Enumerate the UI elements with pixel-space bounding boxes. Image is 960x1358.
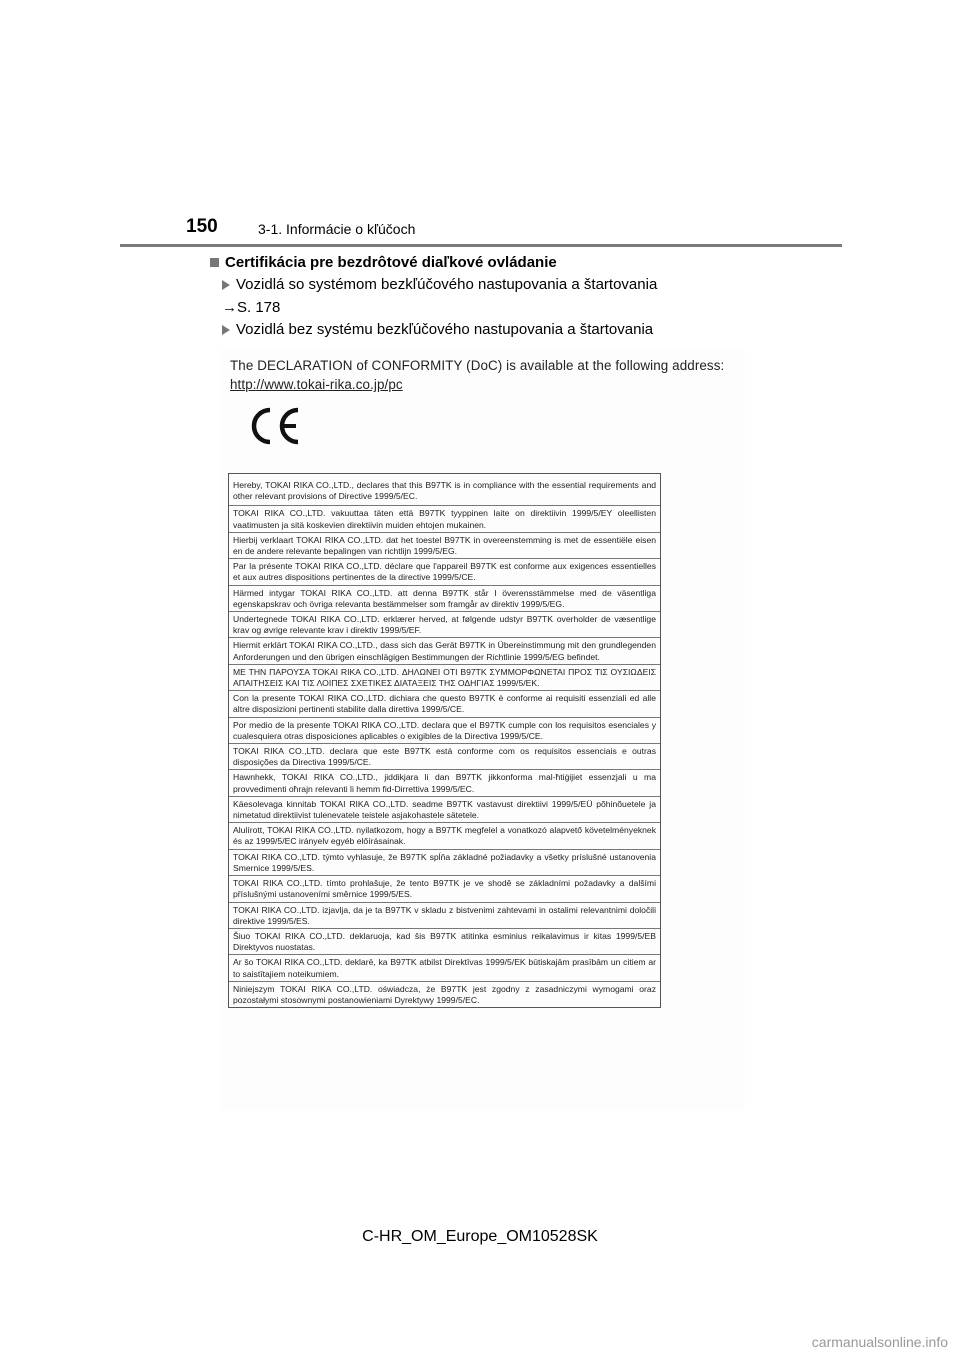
declaration-row: Hawnhekk, TOKAI RIKA CO.,LTD., jiddikjara li dan B97TK jikkonforma mal-ħtiġijiet essenzjali u ma provvedimenti oħrajn relevanti li hemm fid-Dirrettiva 1999/5/EC. (229, 769, 660, 795)
list-item-no-keyless (222, 321, 653, 338)
declaration-row: TOKAI RIKA CO.,LTD. declara que este B97TK está conforme com os requisitos essenciais e outras disposições da Directiva 1999/5/CE. (229, 743, 660, 769)
declaration-row: Hiermit erklärt TOKAI RIKA CO.,LTD., dass sich das Gerät B97TK in Übereinstimmung mit den grundlegenden Anforderungen und den übrigen einschlägigen Bestimmungen der Richtlinie 1999/5/EG befindet. (229, 637, 660, 663)
declaration-row: Por medio de la presente TOKAI RIKA CO.,LTD. declara que el B97TK cumple con los requisitos esenciales y cualesquiera otras disposiciones aplicables o exigibles de la Directiva 1999/5/CE. (229, 717, 660, 743)
list-item-text: Vozidlá bez systému bezkľúčového nastupovania a štartovania (236, 321, 654, 338)
declaration-row: TOKAI RIKA CO.,LTD. týmto vyhlasuje, že B97TK spĺňa základné požiadavky a všetky príslušné ustanovenia Smernice 1999/5/ES. (229, 849, 660, 875)
section-title: 3-1. Informácie o kľúčoch (258, 221, 416, 237)
declaration-row: Par la présente TOKAI RIKA CO.,LTD. déclare que l'appareil B97TK est conforme aux exigences essentielles et aux autres dispositions pertinentes de la directive 1999/5/CE. (229, 558, 660, 584)
declaration-row: Ar šo TOKAI RIKA CO.,LTD. deklarē, ka B97TK atbilst Direktīvas 1999/5/EK būtiskajām prasībām un citiem ar to saistītajiem noteikumiem. (229, 954, 660, 980)
declaration-row: Alulírott, TOKAI RIKA CO.,LTD. nyilatkozom, hogy a B97TK megfelel a vonatkozó alapvető követelményeknek és az 1999/5/EC irányelv egyéb előírásainak. (229, 822, 660, 848)
header-divider (120, 244, 842, 247)
declaration-row: Härmed intygar TOKAI RIKA CO.,LTD. att denna B97TK står I överensstämmelse med de väsentliga egenskapskrav och övriga relevanta bestämmelser som framgår av direktiv 1999/5/EG. (229, 585, 660, 611)
declaration-row: Käesolevaga kinnitab TOKAI RIKA CO.,LTD. seadme B97TK vastavust direktiivi 1999/5/EÜ põhinõuetele ja nimetatud direktiivist tulenevatele teistele asjakohastele sätetele. (229, 796, 660, 822)
declaration-table (228, 473, 661, 1008)
declaration-row: Niniejszym TOKAI RIKA CO.,LTD. oświadcza, że B97TK jest zgodny z zasadniczymi wymogami oraz pozostałymi stosownymi postanowieniami Dyrektywy 1999/5/EC. (229, 981, 660, 1007)
declaration-row: TOKAI RIKA CO.,LTD. vakuuttaa täten että B97TK tyyppinen laite on direktiivin 1999/5/EY oleellisten vaatimusten ja sitä koskevien direktiivin muiden ehtojen mukainen. (229, 505, 660, 531)
list-item-keyless (222, 276, 657, 293)
section-heading (210, 254, 557, 271)
declaration-row: TOKAI RIKA CO.,LTD. tímto prohlašuje, že tento B97TK je ve shodě se základními požadavky a dalšími příslušnými ustanoveními směrnice 1999/5/ES. (229, 875, 660, 901)
heading-text: Certifikácia pre bezdrôtové diaľkové ovládanie (225, 254, 557, 271)
declaration-row: Undertegnede TOKAI RIKA CO.,LTD. erklærer herved, at følgende udstyr B97TK overholder de væsentlige krav og øvrige relevante krav i direktiv 1999/5/EF. (229, 611, 660, 637)
doc-availability-line: The DECLARATION of CONFORMITY (DoC) is available at the following address: (230, 358, 725, 373)
triangle-bullet-icon (222, 325, 230, 335)
page-number: 150 (186, 216, 218, 237)
document-code: C-HR_OM_Europe_OM10528SK (362, 1228, 598, 1245)
declaration-scan (220, 350, 745, 1110)
declaration-row: Con la presente TOKAI RIKA CO.,LTD. dichiara che questo B97TK è conforme ai requisiti essenziali ed alle altre disposizioni pertinenti stabilite dalla direttiva 1999/5/CE. (229, 690, 660, 716)
declaration-row: Hereby, TOKAI RIKA CO.,LTD., declares that this B97TK is in compliance with the essential requirements and other relevant provisions of Directive 1999/5/EC. (233, 480, 656, 502)
doc-url: http://www.tokai-rika.co.jp/pc (230, 377, 403, 392)
declaration-row: Hierbij verklaart TOKAI RIKA CO.,LTD. dat het toestel B97TK in overeenstemming is met de essentiële eisen en de andere relevante bepalingen van richtlijn 1999/5/EG. (229, 532, 660, 558)
watermark: carmanualsonline.info (811, 1334, 948, 1350)
page-reference: →S. 178 (222, 299, 281, 316)
triangle-bullet-icon (222, 280, 230, 290)
ce-mark-icon (246, 406, 304, 446)
list-item-text: Vozidlá so systémom bezkľúčového nastupovania a štartovania (236, 276, 658, 293)
declaration-row: ΜΕ ΤΗΝ ΠΑΡΟΥΣΑ TOKAI RIKA CO.,LTD. ΔΗΛΩΝΕΙ ΟΤΙ B97TK ΣΥΜΜΟΡΦΩΝΕΤΑΙ ΠΡΟΣ ΤΙΣ ΟΥΣΙΩΔΕΙΣ ΑΠΑΙΤΗΣΕΙΣ ΚΑΙ ΤΙΣ ΛΟΙΠΕΣ ΣΧΕΤΙΚΕΣ ΔΙΑΤΑΞΕΙΣ ΤΗΣ ΟΔΗΓΙΑΣ 1999/5/ΕΚ. (229, 664, 660, 690)
declaration-row: Šiuo TOKAI RIKA CO.,LTD. deklaruoja, kad šis B97TK atitinka esminius reikalavimus ir kitas 1999/5/EB Direktyvos nuostatas. (229, 928, 660, 954)
declaration-row: TOKAI RIKA CO.,LTD. izjavlja, da je ta B97TK v skladu z bistvenimi zahtevami in ostalimi relevantnimi določili direktive 1999/5/ES. (229, 902, 660, 928)
square-bullet-icon (210, 258, 219, 267)
